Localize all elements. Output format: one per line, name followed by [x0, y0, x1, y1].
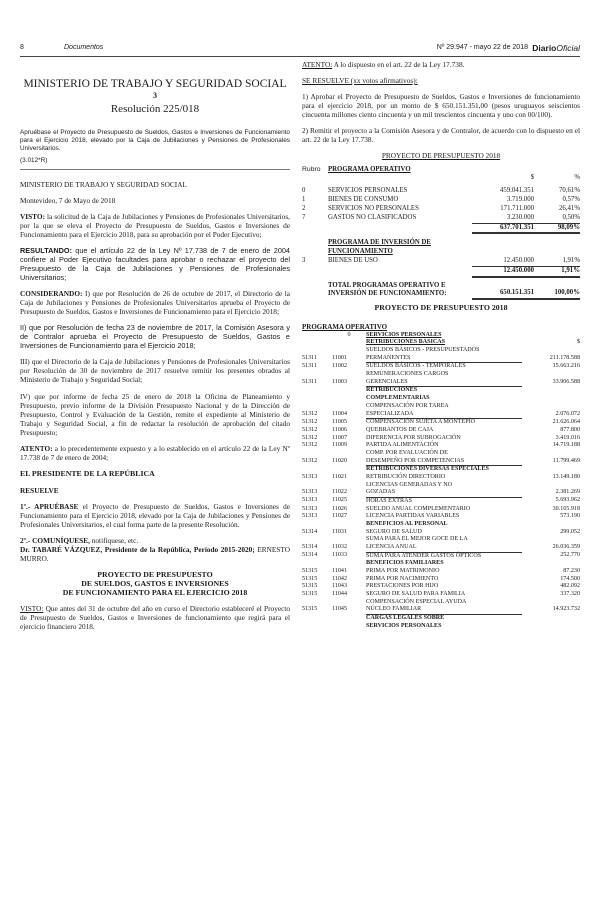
considerando-paragraph	[20, 289, 290, 316]
item-name: LICENCIAS GENERADAS Y NO	[366, 481, 453, 488]
item-name: SUELDOS BÁSICOS - TEMPORALES	[366, 363, 466, 370]
item-name: COMPENSACIÓN ESPECIAL AYUDA	[366, 598, 467, 605]
object-code: 51315	[302, 583, 318, 590]
item-code: 11021	[332, 473, 348, 480]
item-amount	[522, 347, 580, 355]
object-code: 51312	[302, 434, 318, 441]
item-code	[332, 403, 366, 411]
entry-number: 3	[153, 91, 157, 101]
publisher-logo	[532, 43, 580, 53]
budget-detail-table	[302, 323, 580, 630]
publisher-suffix: Oficial	[556, 43, 580, 53]
item-code	[332, 599, 366, 607]
item-code	[332, 521, 366, 529]
item-amount	[522, 536, 580, 544]
article-1-text: el Proyecto de Presupuesto de Sueldos, Gastos e Inversiones de Funcionamiento para el Ejercicio 2018, elevado por la Caja de Jubilaciones y Pensiones de Profesionales Universitarios, el cual forma parte de la presente Resolución.	[20, 501, 290, 529]
item-amount	[522, 560, 580, 568]
total-pct: 100,00%	[534, 282, 580, 300]
table-row	[302, 544, 580, 552]
item-code: 11020	[332, 457, 348, 464]
ministry-line: MINISTERIO DE TRABAJO Y SEGURIDAD SOCIAL	[20, 179, 187, 189]
item-amount: 877.800	[560, 426, 580, 433]
object-code: 51313	[302, 513, 318, 520]
object-code	[302, 371, 332, 379]
item-amount	[522, 521, 580, 529]
resultando-text: que el artículo 22 de la Ley Nº 17.738 de 7 de enero de 2004 confiere al Poder Ejecutivo facultades para aprobar o rechazar el proyecto del Presupuesto de la Caja de Jubilaciones y Pensiones de Profesionales Universitarios;	[20, 245, 290, 283]
object-code	[302, 403, 332, 411]
visto-2-paragraph	[20, 604, 290, 631]
item-amount: 573.190	[560, 513, 580, 520]
article-2	[20, 536, 290, 545]
table-row	[302, 419, 580, 427]
item-name: DESEMPEÑO POR COMPETENCIAS	[366, 458, 522, 466]
item-code: 11033	[332, 552, 348, 559]
item-code: 11025	[332, 497, 348, 504]
article-2-text: notifíquese, etc.	[91, 535, 139, 545]
rubro-pct: 0,57%	[562, 196, 580, 204]
object-code	[302, 387, 332, 395]
resolution-summary: Apruébase el Proyecto de Presupuesto de Sueldos, Gastos e Inversiones de Funcionamiento para el Ejercicio 2018, elevado por la Caja de Jubilaciones y Pensiones de Profesionales Universitarios.	[20, 128, 290, 153]
item-name: SUMA PARA EL MEJOR GOCE DE LA	[366, 536, 468, 543]
item-amount: 21.626.064	[552, 418, 580, 425]
rubro-code: 2	[302, 204, 306, 212]
object-code: 51312	[302, 442, 318, 449]
item-amount: 26.036.359	[552, 543, 580, 550]
item-name: RETRIBUCIONES DIVERSAS ESPECIALES	[366, 466, 489, 473]
considerando-4-paragraph: IV) que por informe de fecha 25 de enero de 2018 la Oficina de Planeamiento y Presupuesto, previo informe de la División Presupuesto Nacional y de la Dirección de Presupuesto, Control y Evaluación de la Gestión, remite el expediente al Ministerio de Trabajo y Seguridad Social, a fin de redactar la resolución de aprobación del citado Presupuesto;	[20, 391, 290, 437]
atento-right-label: ATENTO:	[302, 60, 333, 69]
section-name: Documentos	[64, 44, 104, 51]
resolution-date: Montevideo, 7 de Mayo de 2018	[20, 195, 116, 205]
item-amount: 15.663.216	[552, 362, 580, 369]
item-code: 11031	[332, 528, 348, 535]
left-column	[20, 60, 290, 639]
item-code: 11022	[332, 489, 348, 496]
rubro-name: SERVICIOS NO PERSONALES	[328, 204, 419, 212]
item-name: BENEFICIOS FAMILIARES	[366, 560, 444, 567]
page-header	[20, 44, 580, 56]
project-title-line-1: PROYECTO DE PRESUPUESTO	[97, 569, 213, 579]
table-row	[302, 363, 580, 371]
rubro-pct: 1,91%	[534, 257, 580, 266]
signature-minister: ERNESTO MURRO.	[20, 544, 290, 563]
object-code: 51315	[302, 590, 318, 597]
table-row	[302, 529, 580, 537]
subtotal-inversion-amount: 12.450.000	[472, 266, 534, 276]
rubro-header: Rubro	[302, 166, 321, 174]
item-name: SUELDO ANUAL COMPLEMENTARIO	[366, 505, 471, 512]
item-amount: 87.230	[563, 567, 580, 574]
item-name: HORAS EXTRAS	[366, 497, 412, 504]
rubro-amount: 3.230.000	[472, 214, 534, 223]
item-name: GERENCIALES	[366, 379, 522, 387]
item-amount	[522, 403, 580, 411]
considerando-3-paragraph: III) que el Directorio de la Caja de Jubilaciones y Pensiones de Profesionales Universitarios por Resolución de 30 de noviembre de 2017 resuelve remitir los presentes obrados al Ministerio de Trabajo y Seguridad Social;	[20, 357, 290, 385]
item-name: COMP. POR EVALUACIÓN DE	[366, 449, 448, 456]
item-code: 11027	[332, 513, 348, 520]
table-row	[302, 371, 580, 379]
table-row	[302, 395, 580, 403]
total-row	[302, 282, 580, 300]
item-name: COMPENSACIÓN SUJETA A MONTEPÍO	[366, 419, 476, 426]
page-number: 8	[20, 44, 24, 51]
object-code: 51313	[302, 497, 318, 504]
object-code	[302, 395, 332, 403]
issue-date: Nº 29.947 - mayo 22 de 2018	[436, 44, 528, 51]
table-row	[302, 552, 580, 560]
rubro-pct: 0,50%	[534, 214, 580, 223]
visto-2-label: VISTO:	[20, 604, 44, 614]
item-amount	[522, 599, 580, 607]
item-code: 11032	[332, 543, 348, 550]
table-row	[302, 536, 580, 544]
object-code: 51312	[302, 426, 318, 433]
budget-summary-table	[302, 166, 580, 300]
object-code	[302, 521, 332, 529]
item-name: REMUNERACIONES CARGOS	[366, 371, 449, 378]
programa-inversion-header: PROGRAMA DE INVERSIÓN DE FUNCIONAMIENTO	[328, 239, 431, 256]
budget-detail-title: PROYECTO DE PRESUPUESTO 2018	[374, 303, 508, 313]
item-amount	[522, 371, 580, 379]
item-name: SERVICIOS PERSONALES	[366, 622, 442, 629]
item-name: LICENCIA PARTIDAS VARIABLES	[366, 513, 460, 520]
item-code: 11007	[332, 434, 348, 441]
item-amount	[522, 450, 580, 458]
subtotal-operativo-row	[302, 223, 580, 233]
considerando-1-text: I) que por Resolución de 26 de octubre de 2017, el Directorio de la Caja de Jubilaciones y Pensiones de Profesionales Universitarios aprueba el Proyecto de Presupuesto de Sueldos, Gastos e Inversiones de Funcionamiento para el Ejercicio 2018;	[20, 289, 290, 317]
item-name: GOZADAS	[366, 489, 522, 497]
table-row	[302, 614, 580, 622]
object-code	[302, 614, 332, 622]
subtotal-inversion-row	[302, 266, 580, 276]
detail-head-1: SERVICIOS PERSONALES	[366, 331, 442, 338]
rubro-name: BIENES DE USO	[328, 257, 378, 264]
table-row	[302, 450, 580, 458]
item-name: PRESTACIONES POR HIJO	[366, 583, 439, 590]
rubro-amount: 171.711.000	[500, 204, 534, 212]
item-name: SUELDOS BÁSICOS - PRESUPUESTADOS	[366, 347, 480, 354]
subtotal-inversion-pct: 1,91%	[534, 266, 580, 276]
item-name: NÚCLEO FAMILIAR	[366, 606, 522, 614]
item-code	[332, 371, 366, 379]
table-row	[302, 623, 580, 631]
item-amount: 211.178.588	[549, 354, 580, 361]
detail-program-header: PROGRAMA OPERATIVO	[302, 322, 388, 331]
item-code	[332, 560, 366, 568]
resolve-point-1: 1) Aprobar el Proyecto de Presupuesto de Sueldos, Gastos e Inversiones de funcionamiento para el ejercicio 2018, por un monto de $ 650.151.351,00 (pesos uruguayos seiscientos cincuenta millones ciento cincuenta y un mil trescientos cincuenta y uno con 00/100).	[302, 92, 580, 120]
table-row	[302, 489, 580, 497]
se-resuelve: SE RESUELVE (xx votos afirmativos):	[302, 76, 418, 86]
item-code	[332, 482, 366, 490]
rubro-name: BIENES DE CONSUMO	[328, 196, 399, 204]
rubro-amount: 459.041.351	[500, 187, 534, 195]
percent-header: %	[574, 174, 580, 182]
project-title	[20, 570, 290, 598]
resultando-label: RESULTANDO:	[20, 245, 73, 255]
item-amount	[522, 482, 580, 490]
item-amount: 252.770	[560, 552, 580, 559]
table-row	[302, 196, 580, 205]
table-row	[302, 435, 580, 443]
table-row	[302, 497, 580, 505]
table-row	[302, 187, 580, 196]
article-1	[20, 502, 290, 529]
item-amount: 11.799.469	[552, 457, 580, 464]
table-row	[302, 387, 580, 395]
table-row	[302, 466, 580, 474]
detail-program-row	[302, 323, 580, 332]
object-code: 51314	[302, 552, 318, 559]
total-label: TOTAL PROGRAMAS OPERATIVO E INVERSIÓN DE FUNCIONAMIENTO:	[328, 281, 447, 298]
object-code	[302, 450, 332, 458]
table-header-row	[302, 166, 580, 183]
rubro-code: 3	[302, 257, 306, 264]
object-code	[302, 482, 332, 490]
table-row	[302, 411, 580, 419]
item-code: 11006	[332, 426, 348, 433]
table-row	[302, 442, 580, 450]
table-row	[302, 214, 580, 223]
item-name: BENEFICIOS AL PERSONAL	[366, 520, 448, 527]
signature-name: Dr. TABARÉ VÁZQUEZ, Presidente de la República, Período 2015-2020;	[20, 544, 255, 554]
item-code: 11026	[332, 505, 348, 512]
table-row	[302, 606, 580, 614]
visto-2-text: Que antes del 31 de octubre del año en curso el Directorio estableceré el Proyecto de Presupuesto de Sueldos, Gastos e Inversiones de funcionamiento que regirá para el ejercicio financiero 2018.	[20, 604, 290, 632]
right-column	[302, 60, 580, 630]
item-code: 11009	[332, 442, 348, 449]
object-code: 51315	[302, 567, 318, 574]
rubro-code: 1	[302, 196, 306, 204]
item-amount: 14.719.188	[552, 442, 580, 449]
table-row	[302, 568, 580, 576]
programa-inversion-row	[302, 239, 580, 257]
object-code: 51314	[302, 528, 318, 535]
rubro-amount: 3.719.000	[506, 196, 534, 204]
object-code: 51313	[302, 473, 318, 480]
object-code: 51313	[302, 505, 318, 512]
table-row	[302, 427, 580, 435]
item-amount: 5.693.962	[555, 497, 580, 504]
object-code: 51311	[302, 354, 318, 361]
object-code: 51311	[302, 378, 318, 385]
item-code: 11045	[332, 606, 348, 613]
rubro-pct: 26,41%	[559, 204, 580, 212]
item-code	[332, 387, 366, 395]
item-code: 11044	[332, 590, 348, 597]
summary-code: (3.012*R)	[20, 156, 48, 164]
table-row	[302, 506, 580, 514]
table-row	[302, 591, 580, 599]
item-amount: 33.906.588	[552, 378, 580, 385]
signature-line	[20, 545, 290, 563]
item-amount: 174.500	[560, 575, 580, 582]
detail-head-2: RETRIBUCIONES BÁSICAS	[366, 339, 446, 346]
publisher-name: Diario	[532, 43, 557, 53]
resuelve-heading: RESUELVE	[20, 485, 59, 495]
considerando-2-paragraph: II) que por Resolución de fecha 23 de noviembre de 2017, la Comisión Asesora y de Contralor aprueba el Proyecto de Presupuesto de Sueldos, Gastos e Inversiones de Funcionamiento para el Ejercicio 2018;	[20, 323, 290, 351]
item-code	[332, 450, 366, 458]
atento-paragraph	[20, 444, 290, 462]
table-row	[302, 482, 580, 490]
item-name: CARGAS LEGALES SOBRE	[366, 614, 445, 621]
item-name: PRIMA POR MATRIMONIO	[366, 567, 440, 574]
table-row	[302, 513, 580, 521]
item-code	[332, 466, 366, 474]
object-code: 51313	[302, 489, 318, 496]
item-code	[332, 536, 366, 544]
object-code	[302, 560, 332, 568]
object-code: 51314	[302, 543, 318, 550]
header-rule	[20, 56, 580, 57]
table-row	[302, 583, 580, 591]
article-1-label: 1º.- APRUÉBASE	[20, 501, 79, 511]
item-code: 11043	[332, 583, 348, 590]
item-amount	[522, 395, 580, 403]
item-name: LICENCIA ANUAL	[366, 544, 522, 552]
object-code	[302, 623, 332, 631]
object-code: 51312	[302, 457, 318, 464]
table-row	[302, 205, 580, 214]
resultando-paragraph	[20, 246, 290, 282]
item-name: COMPLEMENTARIAS	[366, 395, 430, 402]
table-row	[302, 458, 580, 466]
budget-title: PROYECTO DE PRESUPUESTO 2018	[381, 151, 501, 161]
item-code: 11004	[332, 410, 348, 417]
item-amount	[522, 623, 580, 631]
item-name: SEGURO DE SALUD PARA FAMILIA	[366, 590, 466, 597]
item-name: PRIMA POR NACIMIENTO	[366, 575, 439, 582]
item-amount: 14.923.732	[552, 606, 580, 613]
table-row	[302, 355, 580, 363]
item-amount	[522, 466, 580, 474]
object-code: 51311	[302, 362, 318, 369]
item-code: 11005	[332, 418, 348, 425]
ministry-title: MINISTERIO DE TRABAJO Y SEGURIDAD SOCIAL	[23, 78, 287, 90]
table-row	[302, 347, 580, 355]
item-code: 11002	[332, 362, 348, 369]
item-amount: 2.381.269	[555, 489, 580, 496]
summary-rule	[20, 169, 290, 170]
item-amount: 299.052	[560, 528, 580, 535]
item-code	[332, 347, 366, 355]
item-code	[332, 395, 366, 403]
project-title-line-3: DE FUNCIONAMIENTO PARA EL EJERCICIO 2018	[62, 588, 248, 598]
object-code	[302, 599, 332, 607]
subtotal-operativo-pct: 98,09%	[534, 223, 580, 233]
table-row	[302, 257, 580, 266]
rubro-name: SERVICIOS PERSONALES	[328, 187, 408, 195]
item-amount: 2.076.072	[555, 410, 580, 417]
considerando-label: CONSIDERANDO:	[20, 289, 83, 299]
object-code	[302, 536, 332, 544]
detail-currency: $	[576, 339, 580, 346]
table-row	[302, 576, 580, 584]
item-name: COMPENSACIÓN POR TAREA	[366, 402, 449, 409]
project-title-line-2: DE SUELDOS, GASTOS E INVERSIONES	[81, 579, 229, 589]
rubro-amount: 12.450.000	[472, 257, 534, 266]
object-code: 51315	[302, 606, 318, 613]
president-heading: EL PRESIDENTE DE LA REPÚBLICA	[20, 468, 155, 478]
item-code	[332, 614, 366, 622]
table-row	[302, 560, 580, 568]
object-code	[302, 347, 332, 355]
item-name: PARTIDA ALIMENTACIÓN	[366, 442, 439, 449]
item-name: RETRIBUCIONES	[366, 387, 418, 394]
item-code: 11041	[332, 567, 348, 574]
item-amount: 3.419.016	[555, 434, 580, 441]
item-name: ESPECIALIZADA	[366, 411, 522, 419]
atento-label: ATENTO:	[20, 443, 53, 453]
item-amount: 482.092	[560, 583, 580, 590]
item-name: RETRIBUCIÓN DIRECTORIO	[366, 473, 446, 480]
table-row	[302, 474, 580, 482]
table-row	[302, 599, 580, 607]
resolve-point-2: 2) Remitir el proyecto a la Comisión Asesora y de Contralor, de acuerdo con lo dispuesto en el art. 22 de la Ley 17.738.	[302, 126, 580, 145]
item-code: 11001	[332, 354, 348, 361]
subtotal-operativo-amount: 637.701.351	[472, 223, 534, 233]
rubro-code: 7	[302, 213, 306, 221]
item-amount: 337.320	[560, 590, 580, 597]
rubro-code: 0	[302, 187, 306, 195]
total-amount: 650.151.351	[472, 282, 534, 300]
object-code: 51312	[302, 418, 318, 425]
item-amount: 30.165.918	[552, 505, 580, 512]
visto-paragraph	[20, 212, 290, 239]
rubro-pct: 70,61%	[559, 187, 580, 195]
item-amount	[522, 387, 580, 395]
item-name: PERMANENTES	[366, 355, 522, 363]
item-code	[332, 623, 366, 631]
item-name: DIFERENCIA POR SUBROGACIÓN	[366, 434, 461, 441]
resolution-title: Resolución 225/018	[110, 103, 200, 116]
table-row	[302, 521, 580, 529]
item-code: 11003	[332, 378, 348, 385]
table-row	[302, 379, 580, 387]
object-code: 51315	[302, 575, 318, 582]
item-amount: 13.149.180	[552, 473, 580, 480]
object-code: 51312	[302, 410, 318, 417]
item-name: SUMA PARA ATENDER GASTOS ÓPTICOS	[366, 552, 482, 559]
detail-head-row-2	[302, 339, 580, 347]
currency-header: $	[530, 174, 534, 182]
atento-text: a lo precedentemente expuesto y a lo establecido en el artículo 22 de la Ley Nº 17.738 de 7 de enero de 2004;	[20, 443, 290, 462]
visto-text: la solicitud de la Caja de Jubilaciones y Pensiones de Profesionales Universitarios, por la que se eleva el Proyecto de Presupuesto de Sueldos, Gastos e Inversiones de Funcionamiento para el Ejercicio 2018, para su aprobación por el Poder Ejecutivo;	[20, 211, 290, 239]
programa-operativo-header: PROGRAMA OPERATIVO	[328, 166, 411, 174]
article-2-label: 2º.- COMUNÍQUESE,	[20, 535, 90, 545]
item-amount	[522, 614, 580, 622]
table-row	[302, 403, 580, 411]
item-code: 11042	[332, 575, 348, 582]
object-code	[302, 466, 332, 474]
atento-right	[302, 60, 580, 69]
visto-label: VISTO:	[20, 211, 46, 221]
detail-code-0: 0	[347, 331, 351, 338]
item-name: SEGURO DE SALUD	[366, 528, 422, 535]
atento-right-text: A lo dispuesto en el art. 22 de la Ley 17.738.	[333, 60, 465, 69]
rubro-name: GASTOS NO CLASIFICADOS	[328, 213, 417, 221]
item-name: QUEBRANTOS DE CAJA	[366, 426, 434, 433]
